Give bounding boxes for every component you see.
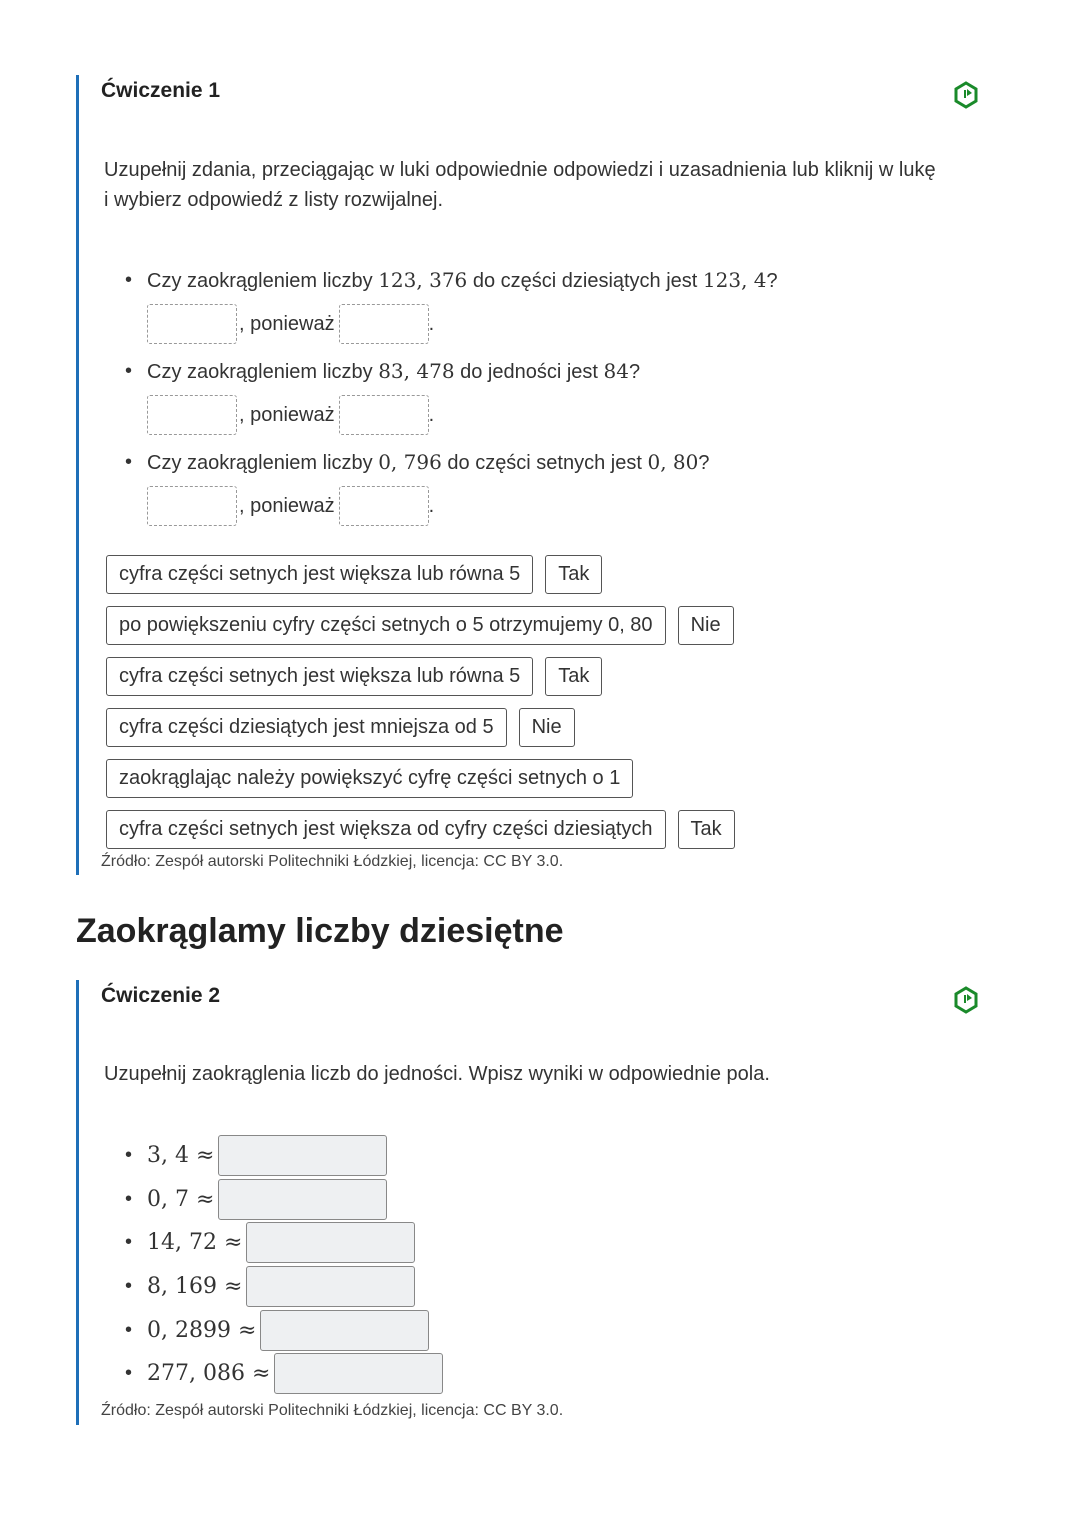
question-text: Czy zaokrągleniem liczby: [147, 270, 379, 292]
answer-input[interactable]: [218, 1179, 387, 1220]
connector-text: , ponieważ: [239, 495, 335, 517]
draggable-tile[interactable]: zaokrąglając należy powiększyć cyfrę części setnych o 1: [106, 759, 633, 798]
rounding-list: [125, 1134, 443, 1396]
source-caption: Źródło: Zespół autorski Politechniki Łódzkiej, licencja: CC BY 3.0.: [101, 1402, 564, 1419]
question-item: [125, 265, 778, 346]
math-expression: • 3, 4 ≈: [147, 1143, 215, 1169]
draggable-tile[interactable]: Nie: [519, 708, 575, 747]
rounding-item: [125, 1352, 443, 1396]
hexagon-play-icon[interactable]: [953, 81, 979, 109]
question-text: Czy zaokrągleniem liczby: [147, 361, 379, 383]
rounding-item: [125, 1221, 443, 1265]
question-text: ?: [628, 361, 641, 383]
hexagon-play-icon[interactable]: [953, 986, 979, 1014]
exercise-title: Ćwiczenie 1: [101, 79, 221, 102]
answer-gap[interactable]: [147, 395, 237, 435]
answer-input[interactable]: [260, 1310, 429, 1351]
draggable-tile[interactable]: Tak: [545, 657, 602, 696]
draggable-tile[interactable]: Tak: [678, 810, 735, 849]
draggable-tile[interactable]: cyfra części setnych jest większa od cyfry części dziesiątych: [106, 810, 666, 849]
question-text: do części dziesiątych jest: [467, 270, 703, 292]
rounding-item: [125, 1134, 443, 1178]
question-item: [125, 356, 778, 437]
section-heading: Zaokrąglamy liczby dziesiętne: [76, 912, 564, 950]
rounding-item: [125, 1308, 443, 1352]
rounding-item: [125, 1265, 443, 1309]
question-item: [125, 447, 778, 528]
draggable-tile[interactable]: cyfra części dziesiątych jest mniejsza od 5: [106, 708, 507, 747]
answer-gap[interactable]: [147, 304, 237, 344]
math-expression: • 0, 2899 ≈: [147, 1317, 257, 1343]
connector-text: , ponieważ: [239, 313, 335, 335]
question-text: do części setnych jest: [441, 452, 648, 474]
question-text: ?: [766, 270, 778, 292]
draggable-tile[interactable]: cyfra części setnych jest większa lub równa 5: [106, 555, 533, 594]
source-caption: Źródło: Zespół autorski Politechniki Łódzkiej, licencja: CC BY 3.0.: [101, 853, 564, 870]
period: .: [428, 495, 435, 517]
instruction: Uzupełnij zaokrąglenia liczb do jedności. Wpisz wyniki w odpowiednie pola.: [104, 1063, 770, 1085]
question-text: ?: [698, 452, 710, 474]
instruction: [104, 155, 1014, 215]
math-expression: • 14, 72 ≈: [147, 1230, 243, 1256]
answer-gap[interactable]: [147, 486, 237, 526]
draggable-tile[interactable]: Nie: [678, 606, 734, 645]
draggable-tile[interactable]: Tak: [545, 555, 602, 594]
instruction-line: Uzupełnij zdania, przeciągając w luki odpowiednie odpowiedzi i uzasadnienia lub kliknij w lukę: [104, 159, 936, 181]
math-expression: • 277, 086 ≈: [147, 1361, 271, 1387]
rounding-item: [125, 1178, 443, 1222]
math-number: 0, 796: [378, 450, 442, 474]
math-number: 0, 80: [647, 450, 699, 474]
period: .: [428, 404, 435, 426]
reason-gap[interactable]: [339, 395, 429, 435]
exercise-title: Ćwiczenie 2: [101, 984, 221, 1007]
draggable-tile[interactable]: cyfra części setnych jest większa lub równa 5: [106, 657, 533, 696]
question-text: Czy zaokrągleniem liczby: [147, 452, 379, 474]
period: .: [428, 313, 435, 335]
answer-input[interactable]: [246, 1266, 415, 1307]
math-number: 123, 4: [702, 268, 767, 292]
answer-input[interactable]: [218, 1135, 387, 1176]
answer-input[interactable]: [274, 1353, 443, 1394]
math-expression: • 8, 169 ≈: [147, 1274, 243, 1300]
question-list: [125, 265, 778, 538]
math-number: 83, 478: [378, 359, 455, 383]
math-number: 84: [603, 359, 629, 383]
reason-gap[interactable]: [339, 304, 429, 344]
exercise-1: [76, 75, 1019, 875]
instruction-line: i wybierz odpowiedź z listy rozwijalnej.: [104, 189, 444, 211]
math-expression: • 0, 7 ≈: [147, 1186, 215, 1212]
question-text: do jedności jest: [454, 361, 604, 383]
reason-gap[interactable]: [339, 486, 429, 526]
connector-text: , ponieważ: [239, 404, 335, 426]
math-number: 123, 376: [378, 268, 468, 292]
draggable-tile[interactable]: po powiększeniu cyfry części setnych o 5 otrzymujemy 0, 80: [106, 606, 666, 645]
exercise-2: [76, 980, 1019, 1425]
answer-input[interactable]: [246, 1222, 415, 1263]
answer-tiles: [106, 555, 747, 861]
